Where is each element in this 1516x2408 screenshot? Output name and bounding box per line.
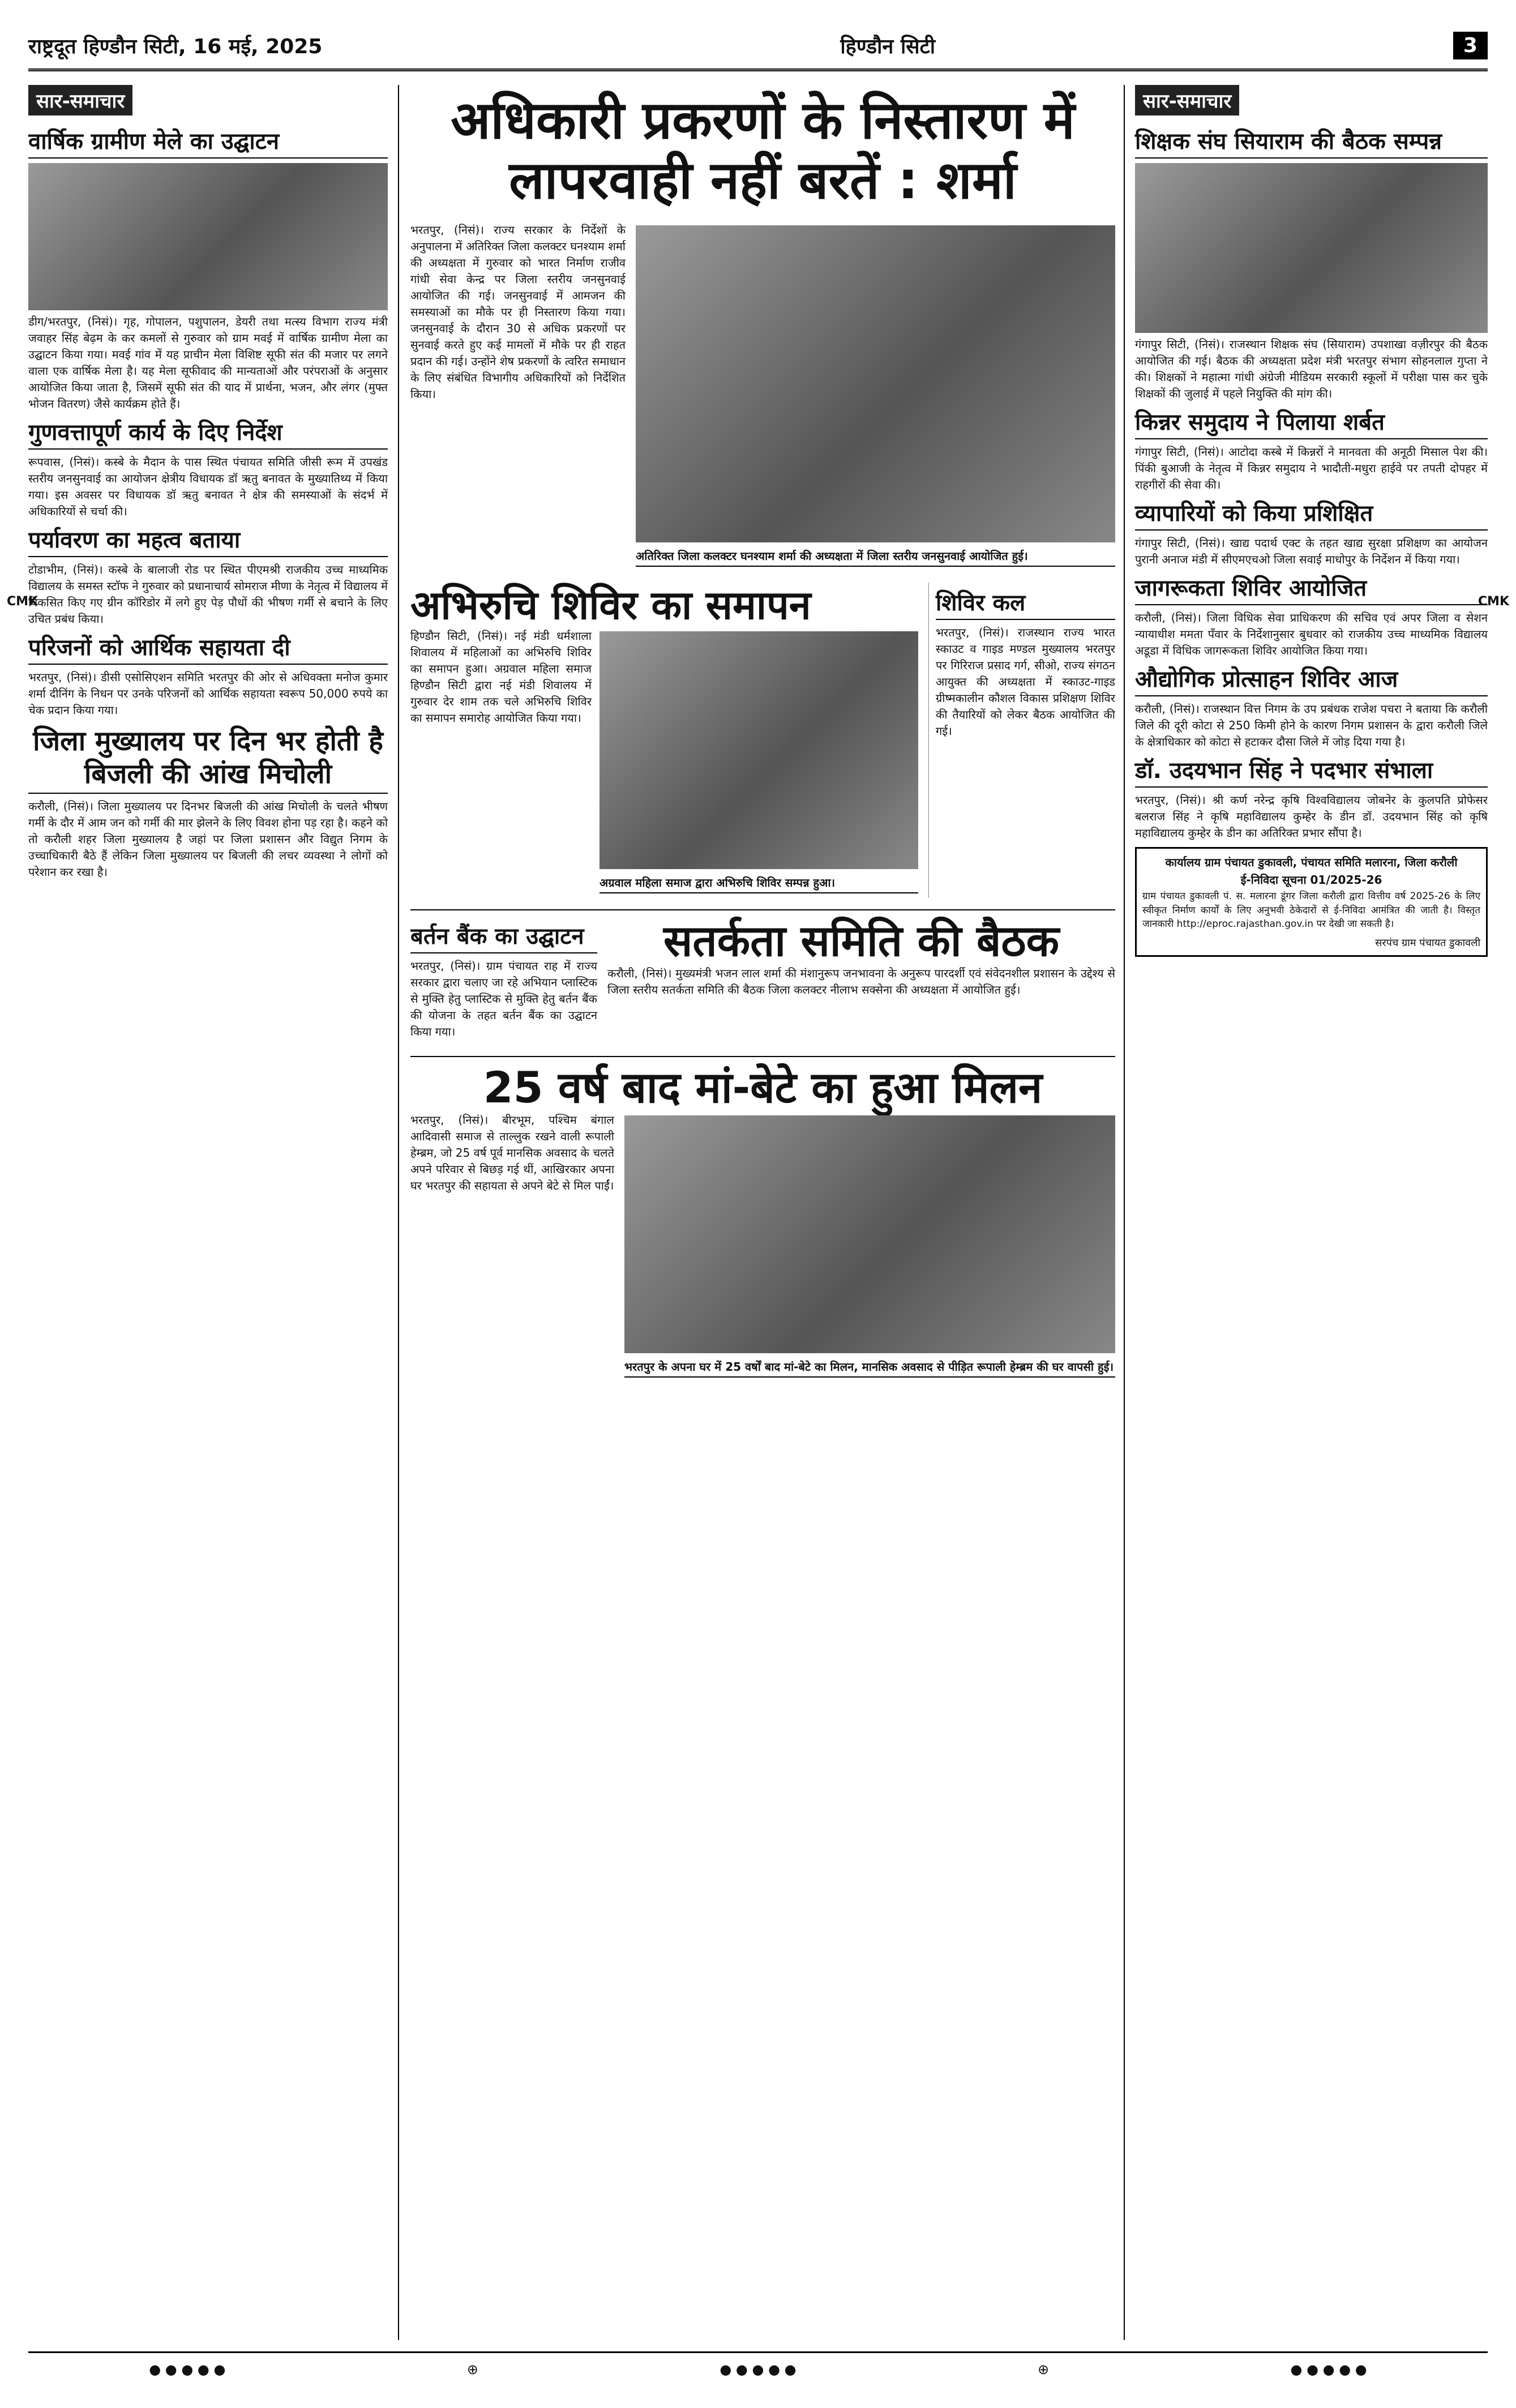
r6-head: डॉ. उदयभान सिंह ने पदभार संभाला [1135,757,1488,788]
notice-sign: सरपंच ग्राम पंचायत डुकावली [1375,936,1480,949]
r3-head: व्यापारियों को किया प्रशिक्षित [1135,500,1488,531]
a4-text: भरतपुर, (निसं)। ग्राम पंचायत राह में राज्य सरकार द्वारा चलाए जा रहे अभियान प्लास्टिक से मुक्ति हेतु प्लास्टिक से मुक्ति हेतु बर्तन बैंक की योजना के तहत बर्तन बैंक का उद्घाटन किया गया। [410,959,597,1039]
left-column [28,85,399,2340]
a6-photo [624,1115,1115,1353]
a2-text: हिण्डौन सिटी, (निसं)। नई मंडी धर्मशाला शिवालय में महिलाओं का अभिरुचि शिविर का समापन हुआ। अग्रवाल महिला समाज हिण्डौन सिटी द्वारा नई मंडी शिवालय में गुरुवार देर शाम तक चले अभिरुचि शिविर का समापन समारोह आयोजित किया गया। [410,629,592,725]
left-s5-head: जिला मुख्यालय पर दिन भर होती है बिजली की आंख मिचोली [28,725,388,794]
a4-block [410,916,597,1045]
a5-text: करौली, (निसं)। मुख्यमंत्री भजन लाल शर्मा की मंशानुरूप जनभावना के अनुरूप पारदर्शी एवं संवेदनशील प्रशासन के उद्देश्य से जिला स्तरीय सतर्कता समिति की बैठक जिला कलक्टर नीलाभ सक्सेना की अध्यक्षता में आयोजित हुई। [607,966,1115,997]
footer-dots: ● ● ● ● ● [149,2361,226,2377]
r4-text: करौली, (निसं)। जिला विधिक सेवा प्राधिकरण की सचिव एवं अपर जिला व सेशन न्यायाधीश ममता पँवार के निर्देशानुसार बुधवार को राजकीय उच्च माध्यमिक विद्यालय अडूडा में विधिक जागरूकता शिविर आयोजित किया गया। [1135,611,1488,657]
left-s3-text: टोडाभीम, (निसं)। कस्बे के बालाजी रोड पर स्थित पीएमश्री राजकीय उच्च माध्यमिक विद्यालय के समस्त स्टॉफ ने गुरुवार को प्रधानाचार्य सोमराज मीणा के नेतृत्व में विद्यालय में विकसित किए गए ग्रीन कॉरिडोर में लगे हुए पेड़ पौधों की भीषण गर्मी से बचाने के लिए उचित प्रबंध किया। [28,563,388,626]
tender-notice [1135,847,1488,957]
a1-text: भरतपुर, (निसं)। राज्य सरकार के निर्देशों के अनुपालना में अतिरिक्त जिला कलक्टर घनश्याम शर्मा की अध्यक्षता में गुरुवार को भारत निर्माण राजीव गांधी सेवा केन्द्र पर जिला स्तरीय जनसुनवाई आयोजित की गई। जनसुनवाई में आमजन की समस्याओं का मौके पर ही निस्तारण किया गया। जनसुनवाई के दौरान 30 से अधिक प्रकरणों पर सुनवाई करते हुए कई मामलों में मौके पर ही राहत प्रदान की गई। उन्होंने शेष प्रकरणों के त्वरित समाधान के लिए संबंधित विभागीय अधिकारियों को निर्देशित किया। [410,223,626,401]
notice-head: कार्यालय ग्राम पंचायत डुकावली, पंचायत समिति मलारना, जिला करौली [1165,856,1458,869]
r6-text: भरतपुर, (निसं)। श्री कर्ण नरेन्द्र कृषि विश्वविद्यालय जोबनेर के कुलपति प्रोफेसर बलराज सिंह ने कृषि महाविद्यालय कुम्हेर के डीन डॉ. उदयभान सिंह को कृषि महाविद्यालय कुम्हेर के डीन का अतिरिक्त प्रभार सौंपा है। [1135,793,1488,840]
footer-dots: ● ● ● ● ● [720,2361,796,2377]
page-number: 3 [1453,32,1488,59]
a3-block [928,583,1115,899]
a4-head: बर्तन बैंक का उद्घाटन [410,923,597,953]
a2-block [410,583,918,899]
footer-crosshair-icon: ⊕ [1038,2361,1050,2377]
r1-photo [1135,163,1488,333]
left-s1-text: डीग/भरतपुर, (निसं)। गृह, गोपालन, पशुपालन, डेयरी तथा मत्स्य विभाग राज्य मंत्री जवाहर सिंह बेढ़म के कर कमलों से गुरुवार को ग्राम मवई में वार्षिक ग्रामीण मेला का उद्घाटन किया गया। मवई गांव में यह प्राचीन मेला विशिष्ट सूफी संत की मजार पर लगने वाला एक वार्षिक मेला है। यह मेला सूफीवाद की मान्यताओं और परंपराओं के अनुसार आयोजित किया जाता है, जिसमें सूफी संत की याद में प्रार्थना, भजन, और लंगर (मुफ्त भोजन वितरण) जैसे कार्यक्रम होते हैं। [28,315,388,410]
a3-text: भरतपुर, (निसं)। राजस्थान राज्य भारत स्काउट व गाइड मण्डल मुख्यालय भरतपुर पर गिरिराज प्रसाद गर्ग, सीओ, राज्य संगठन आयुक्त की अध्यक्षता में स्काउट-गाइड ग्रीष्मकालीन कौशल विकास प्रशिक्षण शिविर की तैयारियों को लेकर बैठक आयोजित की गई। [936,625,1115,738]
right-section-tag: सार-समाचार [1135,85,1239,116]
r1-head: शिक्षक संघ सियाराम की बैठक सम्पन्न [1135,128,1488,159]
a3-head: शिविर कल [936,589,1115,620]
registration-mark-right: CMK [1478,594,1509,609]
r3-text: गंगापुर सिटी, (निसं)। खाद्य पदार्थ एक्ट के तहत खाद्य सुरक्षा प्रशिक्षण का आयोजन पुरानी अनाज मंडी में सीएमएचओ जिला सवाई माधोपुर के निर्देशन में किया गया। [1135,536,1488,566]
footer-crosshair-icon: ⊕ [466,2361,478,2377]
right-column [1124,85,1488,2340]
left-s1-head: वार्षिक ग्रामीण मेले का उद्घाटन [28,128,388,159]
a2-caption: अग्रवाल महिला समाज द्वारा अभिरुचि शिविर सम्पन्न हुआ। [599,872,918,893]
r1-text: गंगापुर सिटी, (निसं)। राजस्थान शिक्षक संघ (सियाराम) उपशाखा वज़ीरपुर की बैठक आयोजित की गई। बैठक की अध्यक्षता प्रदेश मंत्री भरतपुर संभाग सोहनलाल गुप्ता ने की। शिक्षकों ने महात्मा गांधी अंग्रेजी मीडियम सरकारी स्कूलों में परीक्षा पास कर चुके शिक्षकों की जुलाई में पहले नियुक्ति की मांग की। [1135,337,1488,400]
r2-head: किन्नर समुदाय ने पिलाया शर्बत [1135,409,1488,439]
left-s4-text: भरतपुर, (निसं)। डीसी एसोसिएशन समिति भरतपुर की ओर से अधिवक्ता मनोज कुमार शर्मा दीनिंग के निधन पर उनके परिजनों को आर्थिक सहायता स्वरूप 50,000 रुपये का चेक प्रदान किया गया। [28,670,388,717]
left-s2-head: गुणवत्तापूर्ण कार्य के दिए निर्देश [28,419,388,450]
footer-dots: ● ● ● ● ● [1290,2361,1367,2377]
a2-photo [599,631,918,869]
left-s3-head: पर्यावरण का महत्व बताया [28,527,388,557]
a2-head: अभिरुचि शिविर का समापन [410,581,811,628]
r2-text: गंगापुर सिटी, (निसं)। आटोदा कस्बे में किन्नरों ने मानवता की अनूठी मिसाल पेश की। पिंकी बुआजी के नेतृत्व में किन्नर समुदाय ने भादौती-मधुरा हाईवे पर तपती दोपहर में राहगीरों की सेवा की। [1135,445,1488,491]
a5-block [607,916,1115,1045]
main-column [410,85,1115,2340]
r4-head: जागरूकता शिविर आयोजित [1135,575,1488,605]
main-headline: अधिकारी प्रकरणों के निस्तारण में लापरवाही नहीं बरतें : शर्मा [451,90,1075,211]
a6-text: भरतपुर, (निसं)। बीरभूम, पश्चिम बंगाल आदिवासी समाज से ताल्लुक रखने वाली रूपाली हेम्ब्रम, जो 25 वर्ष पूर्व मानसिक अवसाद के चलते अपने परिवार से बिछड़ गई थीं, आखिरकार अपना घर भरतपुर की सहायता से अपने बेटे से मिल पाईं। [410,1113,614,1193]
r5-text: करौली, (निसं)। राजस्थान वित्त निगम के उप प्रबंधक राजेश पचरा ने बताया कि करौली जिले की दूरी कोटा से 250 किमी होने के कारण निगम प्रशासन के द्वारा करौली जिले के क्षेत्राधिकार को कोटा से हटाकर दौसा जिले में जोड़ दिया गया है। [1135,702,1488,749]
left-section-tag: सार-समाचार [28,85,132,116]
a5-head: सतर्कता समिति की बैठक [663,916,1059,966]
page-footer [28,2351,1488,2385]
a6-caption: भरतपुर के अपना घर में 25 वर्षों बाद मां-बेटे का मिलन, मानसिक अवसाद से पीड़ित रूपाली हेम्ब्रम की घर वापसी हुई। [624,1357,1115,1378]
dateline: राष्ट्रदूत हिण्डौन सिटी, 16 मई, 2025 [28,35,323,58]
notice-sub: ई-निविदा सूचना 01/2025-26 [1240,873,1382,887]
left-s2-text: रूपवास, (निसं)। कस्बे के मैदान के पास स्थित पंचायत समिति जीसी रूम में उपखंड स्तरीय जनसुनवाई का आयोजन क्षेत्रीय विधायक डॉ ऋतु बनावत के मुख्यातिथ्य में किया गया। इस अवसर पर विधायक डॉ ऋतु बनावत ने क्षेत्र की समस्याओं के संदर्भ में अधिकारियों से चर्चा की। [28,455,388,518]
notice-text: ग्राम पंचायत डुकावली पं. स. मलारना डूंगर जिला करौली द्वारा वित्तीय वर्ष 2025-26 के लिए स्वीकृत निर्माण कार्यों के लिए अनुभवी ठेकेदारों से ई-निविदा आमंत्रित की जाती है। विस्तृत जानकारी http://eproc.rajasthan.gov.in पर देखी जा सकती है। [1142,891,1480,930]
a1-photo-block [636,222,1115,571]
r5-head: औद्योगिक प्रोत्साहन शिविर आज [1135,666,1488,696]
registration-mark-left: CMK [7,594,38,609]
a1-text-block [410,222,626,571]
a6-head: 25 वर्ष बाद मां-बेटे का हुआ मिलन [483,1062,1043,1113]
edition-name: हिण्डौन सिटी [840,35,936,58]
left-s4-head: परिजनों को आर्थिक सहायता दी [28,634,388,665]
page-header [28,23,1488,71]
a1-photo [636,225,1115,542]
left-s5-text: करौली, (निसं)। जिला मुख्यालय पर दिनभर बिजली की आंख मिचोली के चलते भीषण गर्मी के दौर में आम जन को गर्मी की मार झेलने के लिए विवश होना पड़ रहा है। कहने को तो करौली शहर जिला मुख्यालय है जहां पर जिला प्रशासन और विद्युत निगम के उच्चाधिकारी बैठे हैं लेकिन जिला मुख्यालय पर बिजली की लचर व्यवस्था ने लोगों को परेशान कर रखा है। [28,799,388,879]
left-s1-photo [28,163,388,310]
a1-caption: अतिरिक्त जिला कलक्टर घनश्याम शर्मा की अध्यक्षता में जिला स्तरीय जनसुनवाई आयोजित हुई। [636,546,1115,567]
a6-block [410,1056,1115,1382]
